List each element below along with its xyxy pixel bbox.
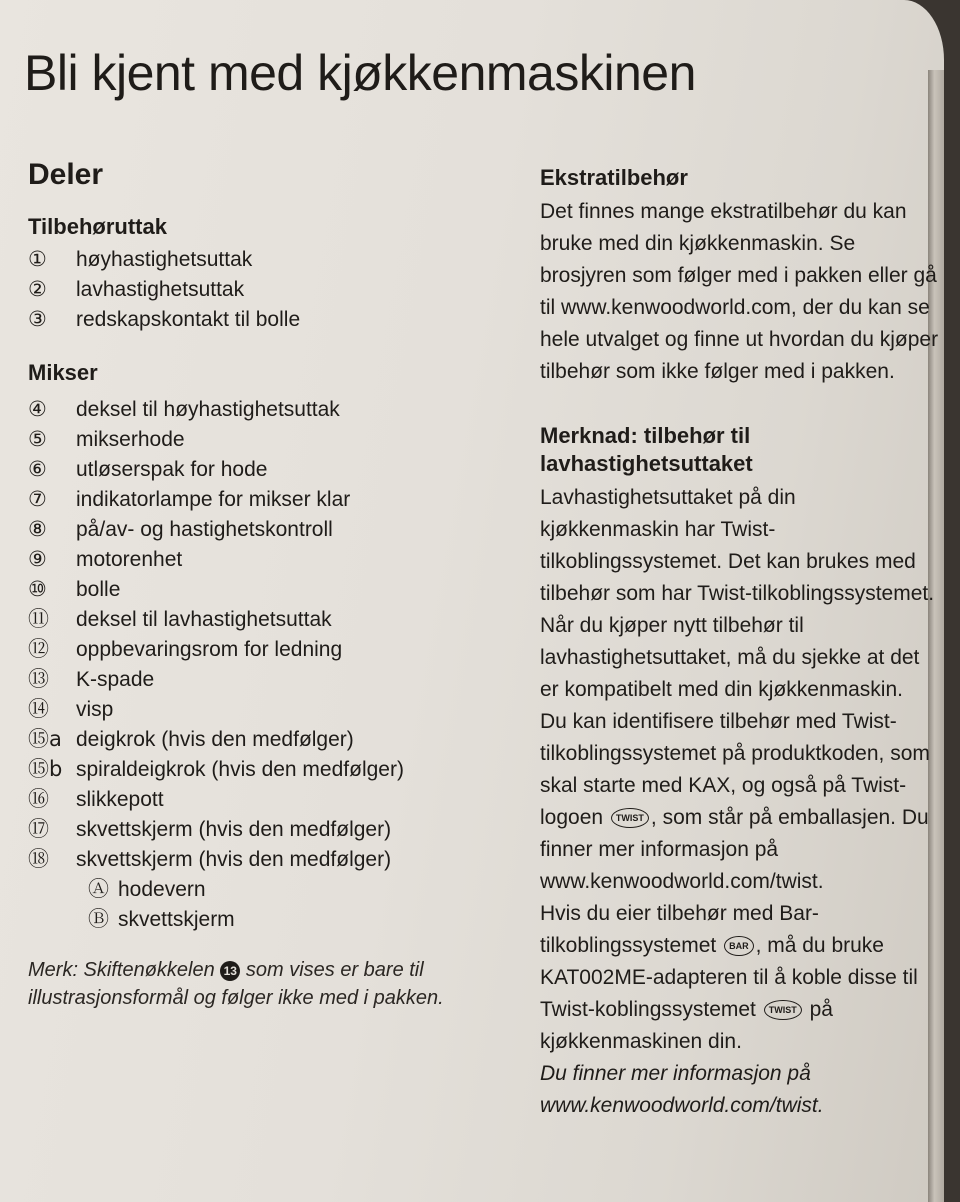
list-item: ⑨ motorenhet <box>28 547 183 571</box>
list-item: ④ deksel til høyhastighetsuttak <box>28 397 340 421</box>
bar-logo-icon: BAR <box>724 936 754 956</box>
list-item: ⑱ skvettskjerm (hvis den medfølger) <box>28 847 392 871</box>
low-speed-note-heading: Merknad: tilbehør til lavhastighetsuttaket <box>540 423 753 476</box>
list-item: Ⓐ hodevern <box>88 877 206 901</box>
list-item: ⑤ mikserhode <box>28 427 185 451</box>
low-speed-note-p4: Hvis du eier tilbehør med Bar-tilkoblingssystemet BAR , må du bruke KAT002ME-adapteren til å koble disse til Twist-koblingssystemet TWIST på kjøkkenmaskinen din. <box>540 902 918 1053</box>
parts-column <box>28 158 508 1012</box>
list-item: ⑭ visp <box>28 697 114 721</box>
splash-guard-subparts-list <box>28 874 508 934</box>
accessory-outlets-list <box>28 244 508 334</box>
page-title: Bli kjent med kjøkkenmaskinen <box>24 45 696 101</box>
list-item: ⑧ på/av- og hastighetskontroll <box>28 517 333 541</box>
list-item: ① høyhastighetsuttak <box>28 247 253 271</box>
list-item: ⑦ indikatorlampe for mikser klar <box>28 487 351 511</box>
info-column <box>540 164 940 1122</box>
list-item: Ⓑ skvettskjerm <box>88 907 235 931</box>
list-item: ⑬ K-spade <box>28 667 155 691</box>
extra-accessories-heading: Ekstratilbehør <box>540 165 688 190</box>
part-number-badge: 13 <box>220 961 240 981</box>
accessory-outlets-heading: Tilbehøruttak <box>28 214 167 239</box>
twist-logo-icon: TWIST <box>611 808 649 828</box>
list-item: ⑩ bolle <box>28 577 121 601</box>
list-item: ⑥ utløserspak for hode <box>28 457 268 481</box>
list-item: ③ redskapskontakt til bolle <box>28 307 301 331</box>
low-speed-note-p5: Du finner mer informasjon på www.kenwoodworld.com/twist. <box>540 1062 824 1117</box>
mixer-parts-list <box>28 394 508 874</box>
parts-heading: Deler <box>28 158 104 191</box>
list-item: ② lavhastighetsuttak <box>28 277 245 301</box>
wrench-note: Merk: Skiftenøkkelen 13 som vises er bare til illustrasjonsformål og følger ikke med i pakken. <box>28 959 444 1009</box>
list-item: ⑫ oppbevaringsrom for ledning <box>28 637 343 661</box>
low-speed-note-p1: Lavhastighetsuttaket på din kjøkkenmaskin har Twist-tilkoblingssystemet. Det kan brukes med tilbehør som har Twist-tilkoblingssystemet. <box>540 486 935 605</box>
list-item: ⑪ deksel til lavhastighetsuttak <box>28 607 332 631</box>
twist-logo-icon: TWIST <box>764 1000 802 1020</box>
list-item: ⑰ skvettskjerm (hvis den medfølger) <box>28 817 392 841</box>
list-item: ⑯ slikkepott <box>28 787 164 811</box>
low-speed-note-p2: Når du kjøper nytt tilbehør til lavhastighetsuttaket, må du sjekke at det er kompatibelt med din kjøkkenmaskin. <box>540 614 920 701</box>
list-item: ⑮b spiraldeigkrok (hvis den medfølger) <box>28 757 404 781</box>
mixer-heading: Mikser <box>28 360 98 385</box>
list-item: ⑮a deigkrok (hvis den medfølger) <box>28 727 354 751</box>
extra-accessories-text: Det finnes mange ekstratilbehør du kan bruke med din kjøkkenmaskin. Se brosjyren som følger med i pakken eller gå til www.kenwoodworld.com, der du kan se hele utvalget og finne ut hvordan du kjøper tilbehør som ikke følger med i pakken. <box>540 200 939 383</box>
low-speed-note-p3: Du kan identifisere tilbehør med Twist-tilkoblingssystemet på produktkoden, som skal starte med KAX, og også på Twist-logoen TWIST , som står på emballasjen. Du finner mer informasjon på www.kenwoodworld.com/twist. <box>540 710 930 893</box>
